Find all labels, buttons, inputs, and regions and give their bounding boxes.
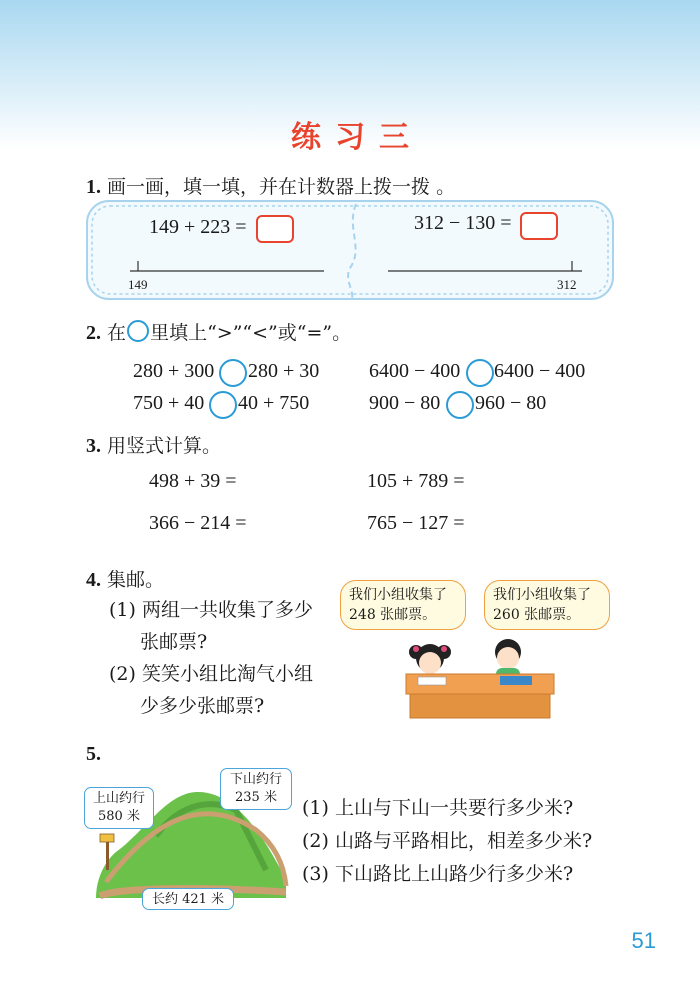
q5-sign-downhill-line1: 下山约行 — [229, 772, 282, 787]
q1-right-expression: 312 − 130 = — [414, 212, 512, 234]
q4-children-at-desk-illustration — [378, 630, 568, 722]
q4-speech-bubble-right — [484, 580, 610, 630]
q5-sign-flat-road — [142, 888, 234, 910]
q4-heading — [86, 565, 164, 592]
q2-r2-right-a: 900 − 80 — [369, 392, 441, 414]
q4-number: 4. — [86, 569, 101, 591]
q4-bubble-right-line1: 我们小组收集了 — [493, 587, 591, 603]
q1-right-answer-box[interactable] — [520, 212, 558, 240]
q4-bubble-left-line1: 我们小组收集了 — [349, 587, 447, 603]
q5-question-3: (3) 下山路比上山路少行多少米? — [302, 863, 574, 885]
page-title: 练习三 — [291, 120, 423, 155]
q1-left-answer-box[interactable] — [256, 215, 294, 243]
q3-item-2: 105 + 789 = — [367, 470, 465, 492]
q4-bubble-right-line2: 260 张邮票。 — [493, 607, 581, 623]
q2-text-pre: 在 — [107, 322, 127, 344]
q1-right-tick-label: 312 — [557, 277, 577, 292]
q5-sign-downhill-line2: 235 米 — [235, 790, 277, 805]
q1-heading — [86, 172, 455, 199]
page-number: 51 — [631, 928, 656, 953]
q1-text: 画一画，填一填，并在计数器上拨一拨 。 — [107, 176, 456, 198]
q3-heading — [86, 431, 221, 458]
q5-sign-uphill-line2: 580 米 — [98, 809, 140, 824]
q2-r1-left-b: 280 + 30 — [248, 360, 320, 382]
q3-text: 用竖式计算。 — [107, 435, 222, 457]
q2-r2-left-b: 40 + 750 — [238, 392, 310, 414]
q4-sub1-line1: (1) 两组一共收集了多少 — [109, 599, 313, 621]
q2-r1-right-a: 6400 − 400 — [369, 360, 461, 382]
q4-sub2-line2: 少多少张邮票? — [140, 695, 265, 717]
q5-sign-uphill-line1: 上山约行 — [92, 791, 145, 806]
q2-number: 2. — [86, 322, 101, 344]
q2-r1-right-b: 6400 − 400 — [494, 360, 586, 382]
q5-number: 5. — [86, 743, 101, 765]
q4-bubble-left-line2: 248 张邮票。 — [349, 607, 437, 623]
q1-left-expression: 149 + 223 = — [149, 216, 247, 238]
q5-sign-uphill — [84, 787, 154, 829]
q2-r2-left-a: 750 + 40 — [133, 392, 205, 414]
q3-item-4: 765 − 127 = — [367, 512, 465, 534]
q1-number-lines — [120, 255, 600, 279]
q1-left-tick-label: 149 — [128, 277, 148, 292]
q2-r1-left-circle[interactable] — [219, 359, 247, 387]
q5-heading — [86, 743, 101, 766]
q3-number: 3. — [86, 435, 101, 457]
q4-text: 集邮。 — [107, 569, 165, 591]
q4-speech-bubble-left — [340, 580, 466, 630]
q2-text-post: 里填上“>”“<”或“=”。 — [150, 322, 352, 344]
q3-item-1: 498 + 39 = — [149, 470, 237, 492]
q2-r2-right-circle[interactable] — [446, 391, 474, 419]
q2-r2-left-circle[interactable] — [209, 391, 237, 419]
q2-r1-right-circle[interactable] — [466, 359, 494, 387]
q5-question-1: (1) 上山与下山一共要行多少米? — [302, 797, 574, 819]
q2-r1-left-a: 280 + 300 — [133, 360, 215, 382]
q2-r2-right-b: 960 − 80 — [475, 392, 547, 414]
q3-item-3: 366 − 214 = — [149, 512, 247, 534]
q2-heading — [86, 318, 351, 345]
q4-sub2-line1: (2) 笑笑小组比淘气小组 — [109, 663, 313, 685]
q5-sign-downhill — [220, 768, 292, 810]
q2-circle-icon — [127, 320, 149, 342]
q4-sub1-line2: 张邮票? — [140, 631, 208, 653]
q5-sign-flat-text: 长约 421 米 — [151, 892, 225, 907]
q5-question-2: (2) 山路与平路相比，相差多少米? — [302, 830, 593, 852]
q1-number: 1. — [86, 176, 101, 198]
